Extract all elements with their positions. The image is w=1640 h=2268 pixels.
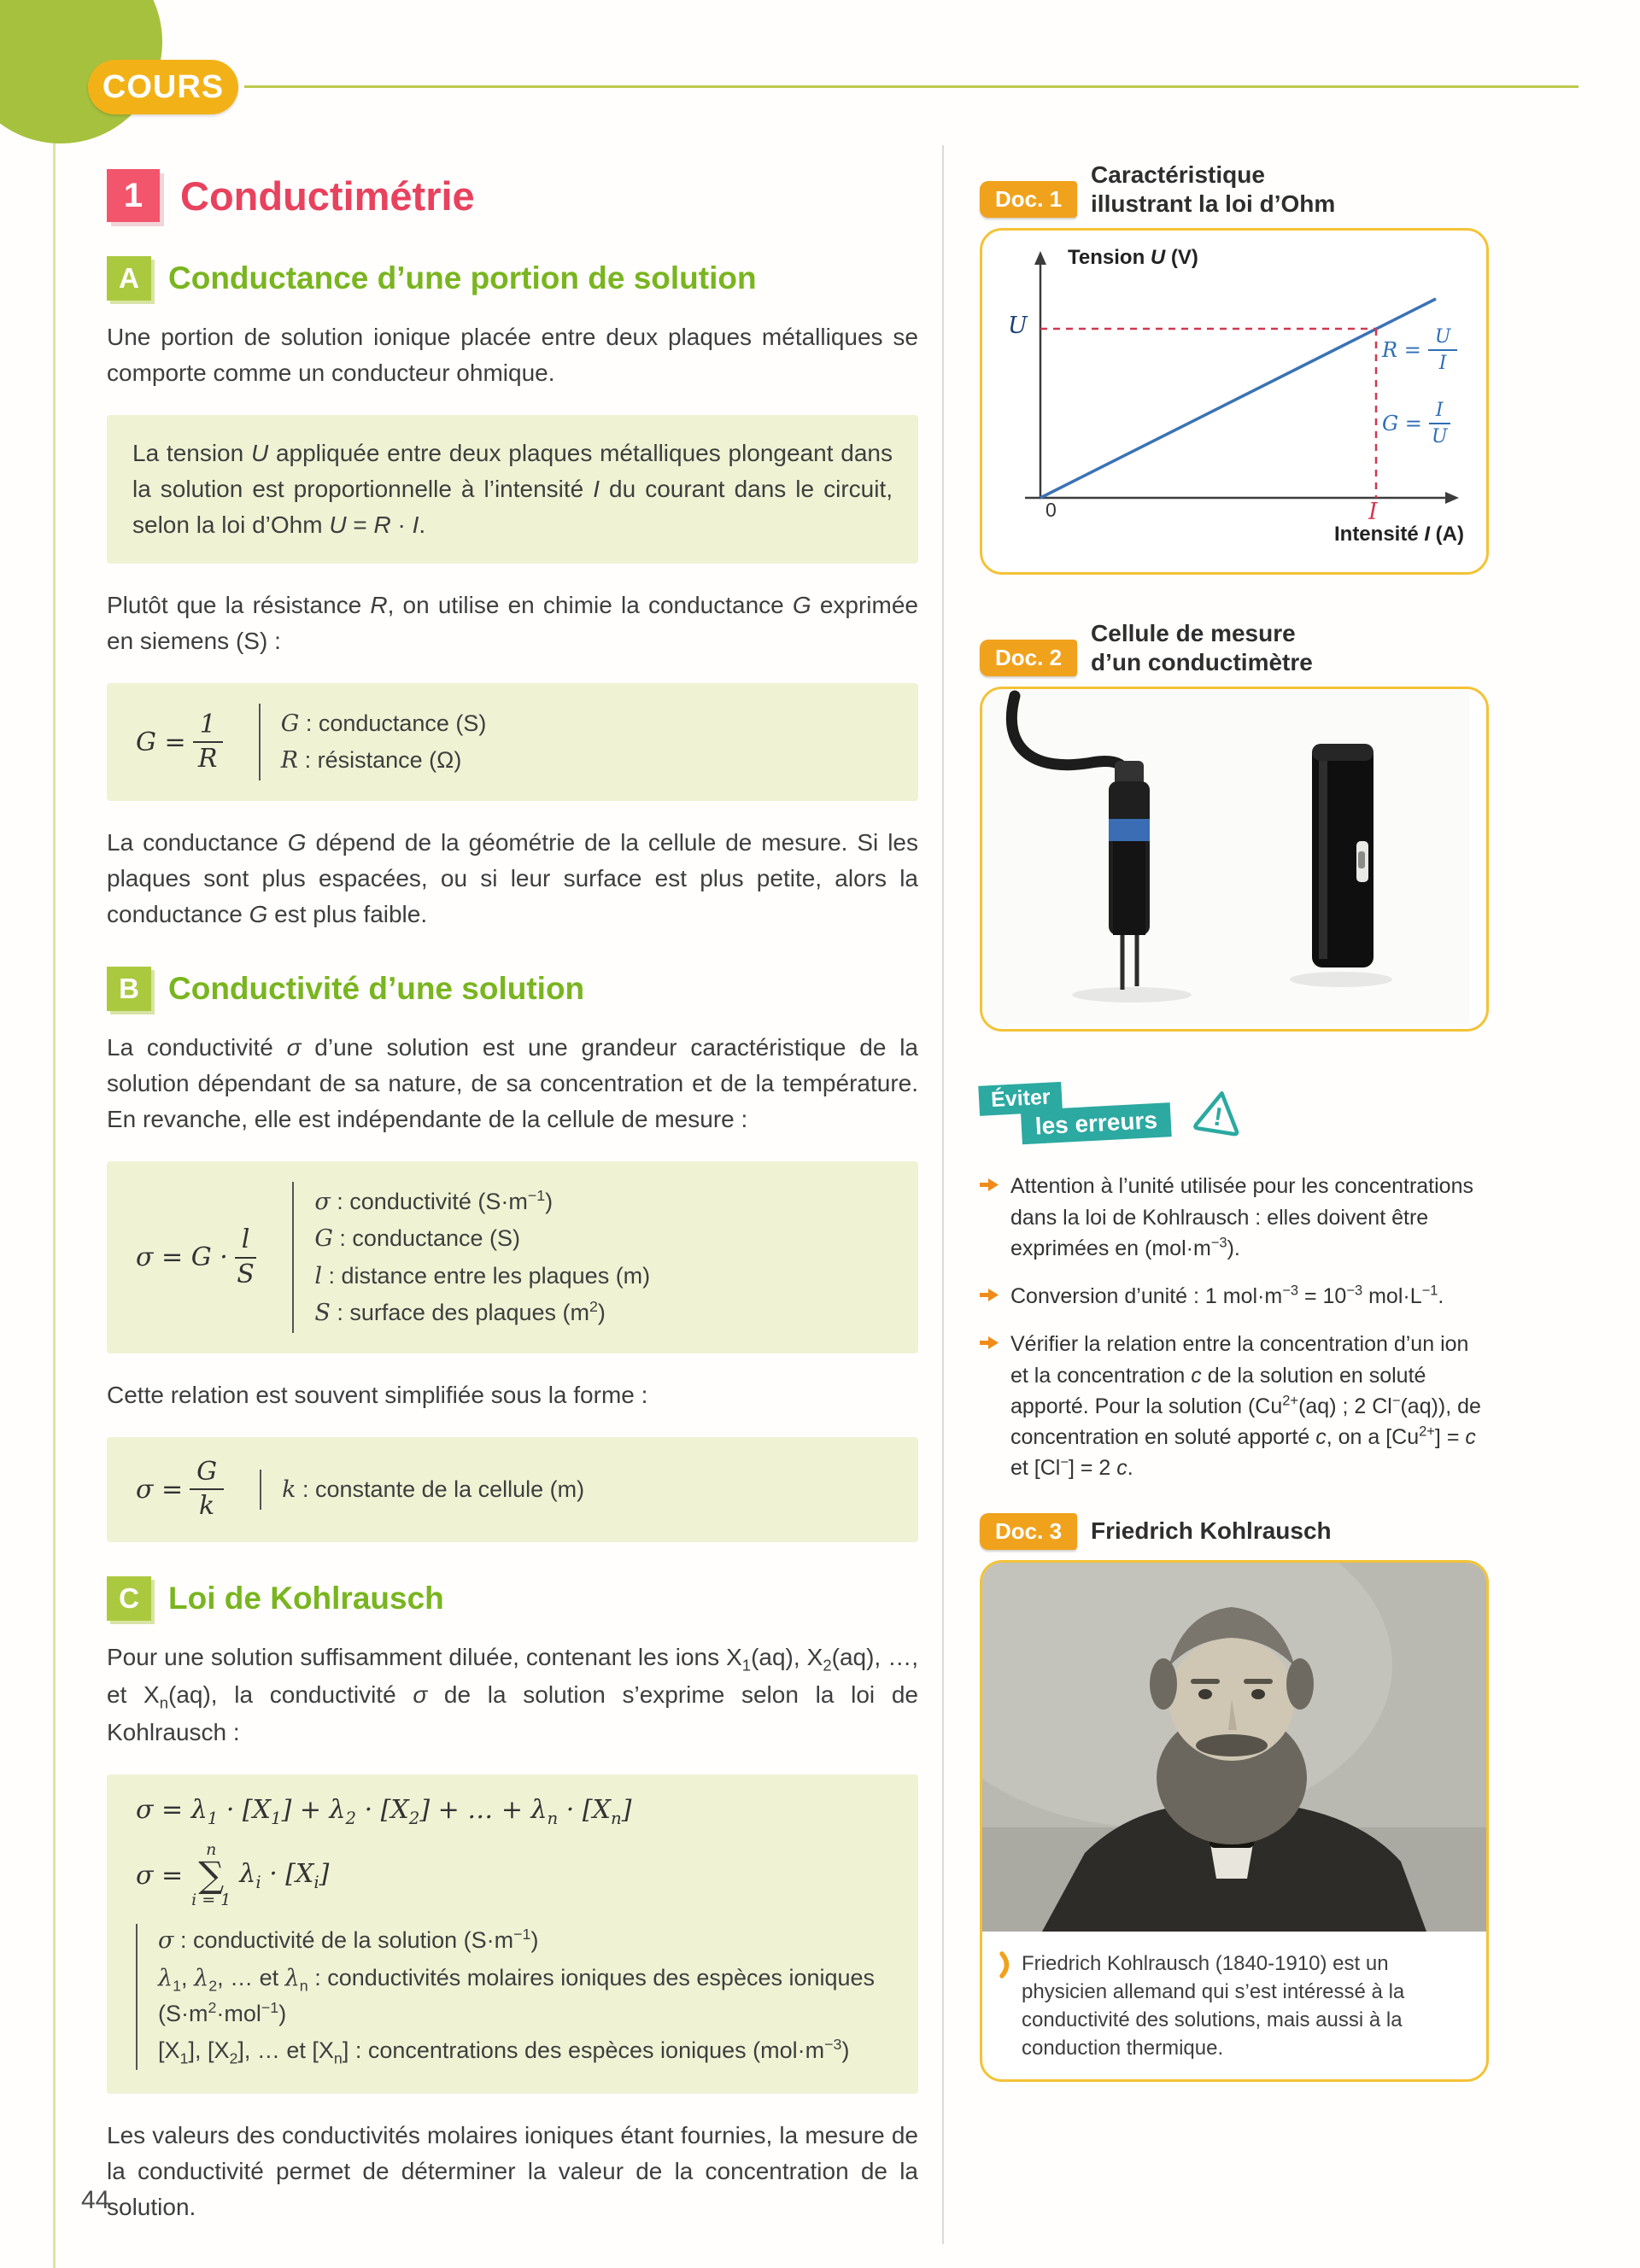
left-margin-rule [53, 0, 56, 2268]
arrow-bullet-icon [980, 1287, 999, 1303]
legend-line: l : distance entre les plaques (m) [314, 1262, 651, 1289]
paragraph-conductivity-intro: La conductivité σ d’une solution est une grandeur caractéristique de la solution dépendant de sa nature, de sa concentration et de la température. En revanche, elle est indépendante de la cellule de mesure : [107, 1034, 918, 1133]
paragraph-kohlrausch-outro: Les valeurs des conductivités molaires ioniques étant fournies, la mesure de la conductivité permet de déterminer la valeur de la concentration de la solution. [107, 2122, 918, 2221]
warning-icon [1189, 1083, 1249, 1140]
subsection-b-title: Conductivité d’une solution [168, 971, 585, 1007]
subsection-a-header [107, 256, 918, 301]
subsection-b-letter: B [107, 967, 151, 1011]
header-rule [244, 85, 1578, 88]
kohlrausch-portrait-box [980, 1560, 1489, 2082]
sum-lower-bound: i = 1 [191, 1891, 231, 1910]
graph-conductance-annotation [1382, 400, 1457, 448]
avoid-errors-header [980, 1081, 1489, 1142]
page-number: 44 [81, 2186, 110, 2214]
legend-line: σ : conductivité de la solution $(S\cdot m^{-1})$ [158, 1926, 539, 1955]
kohlrausch-formula-legend [136, 1924, 889, 2070]
paragraph-conductance-intro: Une portion de solution ionique placée entre deux plaques métalliques se comporte comme un conducteur ohmique. [107, 324, 918, 386]
legend-line: $\lambda_1$, $\lambda_2$, … et $\lambda_n$ : conductivités molaires ioniques des espèces ioniques $(S\cdot m^2\cdot mol^{-1})$ [158, 1964, 876, 2026]
cell-constant-formula-box [107, 1437, 918, 1542]
fraction [193, 710, 223, 775]
page-content [107, 145, 1489, 2244]
fraction-denominator: U [1432, 426, 1448, 448]
graph-u-tick-label: U [1008, 313, 1028, 340]
subsection-b-header [107, 967, 918, 1011]
formula-lhs: σ = [136, 1474, 184, 1505]
doc3-badge: Doc. 3 [980, 1513, 1077, 1550]
doc1-title: Caractéristique illustrant la loi d’Ohm [1091, 161, 1336, 217]
legend-line: G : conductance (S) [314, 1225, 521, 1253]
doc3-header [980, 1513, 1489, 1550]
portrait-caption [982, 1936, 1486, 2079]
error-tip-text: Conversion d’unité : 1 $mol\cdot m^{-3} = 10^{-3}$ $mol\cdot L^{-1}$. [1010, 1283, 1444, 1309]
kohlrausch-formula-box [107, 1774, 918, 2094]
error-tip-text: Vérifier la relation entre la concentration d’un ion et la concentration c de la solution en soluté apporté. Pour la solution ($Cu^{2+}(aq)$ ; 2 Cl−(aq)), de concentration en soluté apporté c, on a $[Cu^{2+}] = c$ et [Cl−] = 2 c. [1010, 1332, 1481, 1481]
formula-lhs: σ = G · [136, 1242, 228, 1273]
subsection-c-letter: C [107, 1576, 151, 1621]
cell-constant-formula-legend [260, 1470, 584, 1510]
fraction-denominator: k [199, 1491, 215, 1522]
avoid-errors-line2: les erreurs [1021, 1103, 1172, 1145]
portrait-caption-text: Friedrich Kohlrausch (1840-1910) est un physicien allemand qui s’est intéressé à la conductivité des solutions, mais aussi à la conduction thermique. [1022, 1951, 1405, 2060]
paragraph-kohlrausch-intro: Pour une solution suffisamment diluée, contenant les ions $X_1(aq)$, $X_2(aq)$, …, et $X_n(aq)$, la conductivité σ de la solution s’exprime selon la loi de Kohlrausch : [107, 1643, 918, 1746]
doc1-badge: Doc. 1 [980, 181, 1077, 218]
paragraph-simplified-relation: Cette relation est souvent simplifiée sous la forme : [107, 1381, 648, 1408]
fraction [235, 1225, 257, 1289]
fraction-numerator: G [190, 1458, 224, 1491]
main-column [107, 145, 918, 2244]
doc3-title: Friedrich Kohlrausch [1091, 1517, 1332, 1545]
formula-lhs: G = [136, 727, 186, 757]
graph-i-tick-label: I [1368, 499, 1378, 526]
graph-x-axis-label: Intensité I (A) [1333, 523, 1464, 547]
doc2-badge: Doc. 2 [980, 640, 1077, 676]
legend-line: k : constante de la cellule (m) [282, 1476, 585, 1503]
subsection-a-letter: A [107, 256, 151, 301]
ohm-characteristic-graph [980, 228, 1489, 575]
fraction [1428, 326, 1458, 375]
fraction-denominator: R [197, 744, 218, 775]
conductivity-formula-box [107, 1161, 918, 1353]
fraction-numerator: l [235, 1225, 257, 1259]
kohlrausch-sum-formula [136, 1842, 889, 1909]
legend-line: G : conductance (S) [280, 710, 487, 737]
column-divider [942, 145, 944, 2244]
error-tip-text: Attention à l’unité utilisée pour les concentrations dans la loi de Kohlrausch : elles doivent être exprimées en $(mol\cdot m^{-3})$. [1010, 1174, 1473, 1260]
fraction-numerator: 1 [193, 710, 223, 744]
doc2-header [980, 619, 1489, 676]
doc1-header [980, 161, 1489, 218]
error-tip [980, 1171, 1489, 1264]
error-tip [980, 1281, 1489, 1312]
fraction-numerator: I [1429, 400, 1450, 424]
conductivity-formula-legend [292, 1182, 650, 1333]
conductivity-cell-illustration [982, 689, 1469, 1024]
arrow-bullet-icon [980, 1335, 999, 1351]
summation-operator [191, 1842, 231, 1909]
legend-line: S : surface des plaques $(m^2)$ [314, 1297, 606, 1326]
graph-resistance-annotation [1382, 326, 1464, 375]
error-tips-list [980, 1171, 1489, 1483]
formula-lhs: σ = [136, 1860, 184, 1891]
sum-upper-bound: n [206, 1840, 217, 1860]
subsection-a-title: Conductance d’une portion de solution [168, 260, 757, 295]
annotation-lhs: R = [1382, 338, 1421, 363]
avoid-errors-line1: Éviter [978, 1082, 1063, 1116]
doc2-title: Cellule de mesure d’un conductimètre [1091, 620, 1313, 675]
paragraph-conductance-geometry: La conductance G dépend de la géométrie de la cellule de mesure. Si les plaques sont plus espacées, ou si leur surface est plus petite, alors la conductance G est plus faible. [107, 829, 918, 928]
course-badge: COURS [88, 60, 238, 114]
conductivity-cell-photo [980, 687, 1489, 1032]
fraction [190, 1458, 224, 1522]
fraction-denominator: S [237, 1259, 255, 1289]
section-number-box: 1 [107, 169, 160, 222]
cell-constant-formula [136, 1458, 231, 1522]
sum-term: $\lambda_i \cdot [X_i]$ [239, 1858, 330, 1892]
section-title: Conductimétrie [180, 172, 475, 219]
paragraph-conductance-definition: Plutôt que la résistance R, on utilise en chimie la conductance G exprimée en siemens (S) : [107, 592, 918, 654]
ohm-law-highlight-box: La tension U appliquée entre deux plaques métalliques plongeant dans la solution est proportionnelle à l’intensité I du courant dans le circuit, selon la loi d’Ohm U = R · I. [107, 415, 918, 564]
conductance-formula-legend [259, 704, 487, 780]
svg-text:!: ! [1211, 1102, 1225, 1132]
graph-origin-label: 0 [1046, 499, 1057, 522]
graph-y-axis-label: Tension U (V) [1068, 246, 1198, 270]
subsection-c-header [107, 1576, 918, 1621]
subsection-c-title: Loi de Kohlrausch [168, 1580, 444, 1616]
conductivity-formula [136, 1225, 263, 1289]
caption-marker-icon [999, 1951, 1011, 1979]
fraction-numerator: U [1428, 326, 1458, 351]
section-1-header [107, 169, 918, 222]
avoid-errors-badge [978, 1077, 1172, 1148]
conductance-formula-box [107, 683, 918, 801]
kohlrausch-expanded-formula: $\sigma = \lambda_1 \cdot [X_1] + \lambda_2 \cdot [X_2]$ + … + $\lambda_n \cdot [X_n]$ [136, 1795, 632, 1829]
kohlrausch-portrait [982, 1563, 1486, 1932]
arrow-bullet-icon [980, 1177, 999, 1193]
sidebar-column [980, 145, 1489, 2244]
error-tip [980, 1329, 1489, 1483]
ohm-graph-plot [987, 237, 1474, 541]
legend-line: $[X_1]$, $[X_2]$, … et $[X_n]$ : concentrations des espèces ioniques $(mol\cdot m^{-3})$ [158, 2035, 850, 2067]
fraction-denominator: I [1438, 353, 1447, 375]
sigma-symbol: ∑ [198, 1854, 225, 1897]
annotation-lhs: G = [1382, 412, 1422, 436]
fraction [1429, 400, 1450, 448]
legend-line: R : résistance (Ω) [280, 747, 462, 775]
conductance-formula [136, 710, 230, 775]
legend-line: σ : conductivité $(S\cdot m^{-1})$ [314, 1187, 554, 1216]
